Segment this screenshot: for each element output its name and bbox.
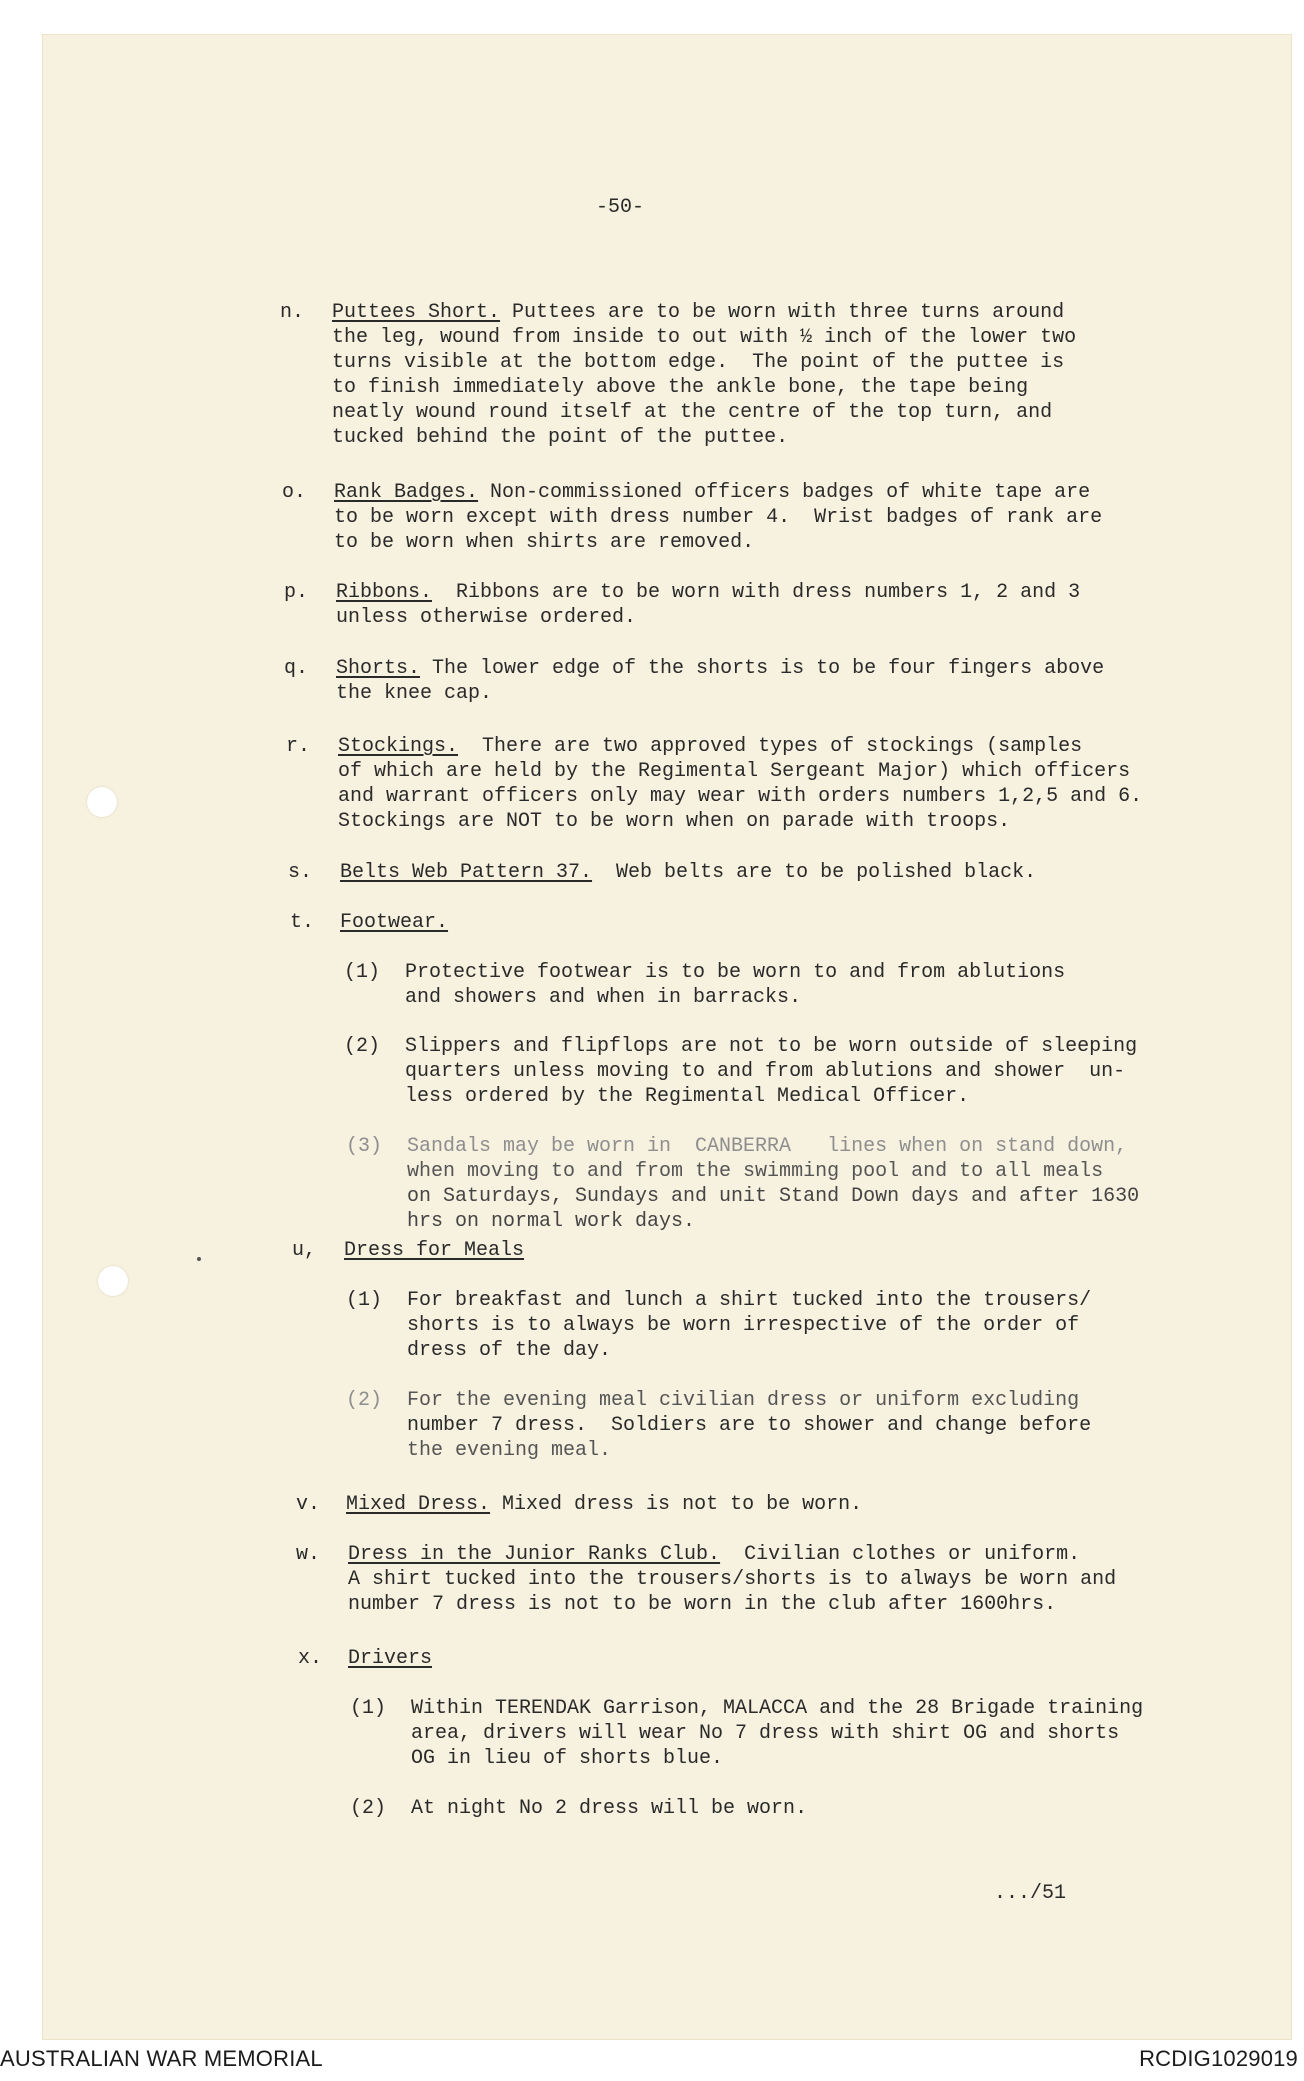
item-text: of which are held by the Regimental Sergeant Major) which officers: [338, 760, 1131, 783]
item-letter: o.: [282, 481, 307, 504]
item-letter: q.: [284, 657, 309, 680]
item-heading: Rank Badges.: [334, 481, 479, 504]
sub-text: dress of the day.: [407, 1339, 612, 1362]
item-text: to be worn when shirts are removed.: [334, 531, 755, 554]
sub-text: Sandals may be worn in CANBERRA lines when on stand down,: [407, 1135, 1128, 1158]
item-heading: Belts Web Pattern 37.: [340, 861, 593, 884]
sub-text: the evening meal.: [407, 1439, 612, 1462]
item-heading: Mixed Dress.: [346, 1493, 491, 1516]
item-text: The lower edge of the shorts is to be four fingers above: [420, 657, 1105, 680]
sub-number: (1): [344, 961, 381, 984]
item-heading: Stockings.: [338, 735, 459, 758]
item-letter: t.: [290, 911, 315, 934]
sub-text: when moving to and from the swimming pool and to all meals: [407, 1160, 1104, 1183]
archive-caption-right: RCDIG1029019: [1139, 2046, 1298, 2071]
item-text: turns visible at the bottom edge. The point of the puttee is: [332, 351, 1065, 374]
item-letter: x.: [298, 1647, 323, 1670]
item-heading: Dress for Meals: [344, 1239, 525, 1262]
item-letter: s.: [288, 861, 313, 884]
item-heading: Puttees Short.: [332, 301, 501, 324]
punch-hole-top: [87, 787, 117, 817]
item-letter: p.: [284, 581, 309, 604]
sub-number: (2): [346, 1389, 383, 1412]
sub-text: and showers and when in barracks.: [405, 986, 802, 1009]
sub-text: Slippers and flipflops are not to be worn outside of sleeping: [405, 1035, 1138, 1058]
sub-number: (1): [350, 1697, 387, 1720]
item-text: unless otherwise ordered.: [336, 606, 637, 629]
item-letter: u,: [292, 1239, 317, 1262]
sub-text: number 7 dress. Soldiers are to shower and change before: [407, 1414, 1092, 1437]
item-text: Web belts are to be polished black.: [592, 861, 1037, 884]
continuation-marker: .../51: [994, 1882, 1067, 1905]
item-text: Non-commissioned officers badges of white tape are: [478, 481, 1091, 504]
item-text: to finish immediately above the ankle bone, the tape being: [332, 376, 1029, 399]
item-text: tucked behind the point of the puttee.: [332, 426, 789, 449]
item-text: Stockings are NOT to be worn when on parade with troops.: [338, 810, 1011, 833]
item-text: A shirt tucked into the trousers/shorts is to always be worn and: [348, 1568, 1117, 1591]
item-text: the knee cap.: [336, 682, 493, 705]
archive-caption-left: AUSTRALIAN WAR MEMORIAL: [0, 2046, 323, 2071]
item-text: neatly wound round itself at the centre of the top turn, and: [332, 401, 1053, 424]
item-text: number 7 dress is not to be worn in the club after 1600hrs.: [348, 1593, 1057, 1616]
sub-text: less ordered by the Regimental Medical Officer.: [405, 1085, 970, 1108]
sub-text: Protective footwear is to be worn to and from ablutions: [405, 961, 1066, 984]
sub-text: on Saturdays, Sundays and unit Stand Down days and after 1630: [407, 1185, 1140, 1208]
ink-dot: [197, 1257, 201, 1261]
item-letter: w.: [296, 1543, 321, 1566]
sub-text: quarters unless moving to and from ablutions and shower un-: [405, 1060, 1126, 1083]
sub-number: (1): [346, 1289, 383, 1312]
item-heading: Dress in the Junior Ranks Club.: [348, 1543, 721, 1566]
sub-text: hrs on normal work days.: [407, 1210, 696, 1233]
sub-text: At night No 2 dress will be worn.: [411, 1797, 808, 1820]
sub-text: OG in lieu of shorts blue.: [411, 1747, 724, 1770]
sub-text: area, drivers will wear No 7 dress with shirt OG and shorts: [411, 1722, 1120, 1745]
sub-text: shorts is to always be worn irrespective of the order of: [407, 1314, 1080, 1337]
sub-number: (2): [344, 1035, 381, 1058]
sub-text: Within TERENDAK Garrison, MALACCA and the 28 Brigade training: [411, 1697, 1144, 1720]
sub-text: For the evening meal civilian dress or uniform excluding: [407, 1389, 1080, 1412]
item-letter: v.: [296, 1493, 321, 1516]
item-heading: Drivers: [348, 1647, 433, 1670]
item-heading: Ribbons.: [336, 581, 433, 604]
item-text: Civilian clothes or uniform.: [720, 1543, 1081, 1566]
item-letter: r.: [286, 735, 311, 758]
item-text: Ribbons are to be worn with dress numbers 1, 2 and 3: [432, 581, 1081, 604]
page-number: -50-: [596, 196, 645, 219]
item-text: Mixed dress is not to be worn.: [490, 1493, 863, 1516]
sub-number: (3): [346, 1135, 383, 1158]
item-text: to be worn except with dress number 4. Wrist badges of rank are: [334, 506, 1103, 529]
item-text: There are two approved types of stockings (samples: [458, 735, 1083, 758]
sub-number: (2): [350, 1797, 387, 1820]
sub-text: For breakfast and lunch a shirt tucked into the trousers/: [407, 1289, 1092, 1312]
item-text: and warrant officers only may wear with orders numbers 1,2,5 and 6.: [338, 785, 1143, 808]
item-letter: n.: [280, 301, 305, 324]
item-text: the leg, wound from inside to out with ½ inch of the lower two: [332, 326, 1077, 349]
punch-hole-bottom: [98, 1266, 128, 1296]
item-text: Puttees are to be worn with three turns around: [500, 301, 1065, 324]
item-heading: Footwear.: [340, 911, 449, 934]
item-heading: Shorts.: [336, 657, 421, 680]
